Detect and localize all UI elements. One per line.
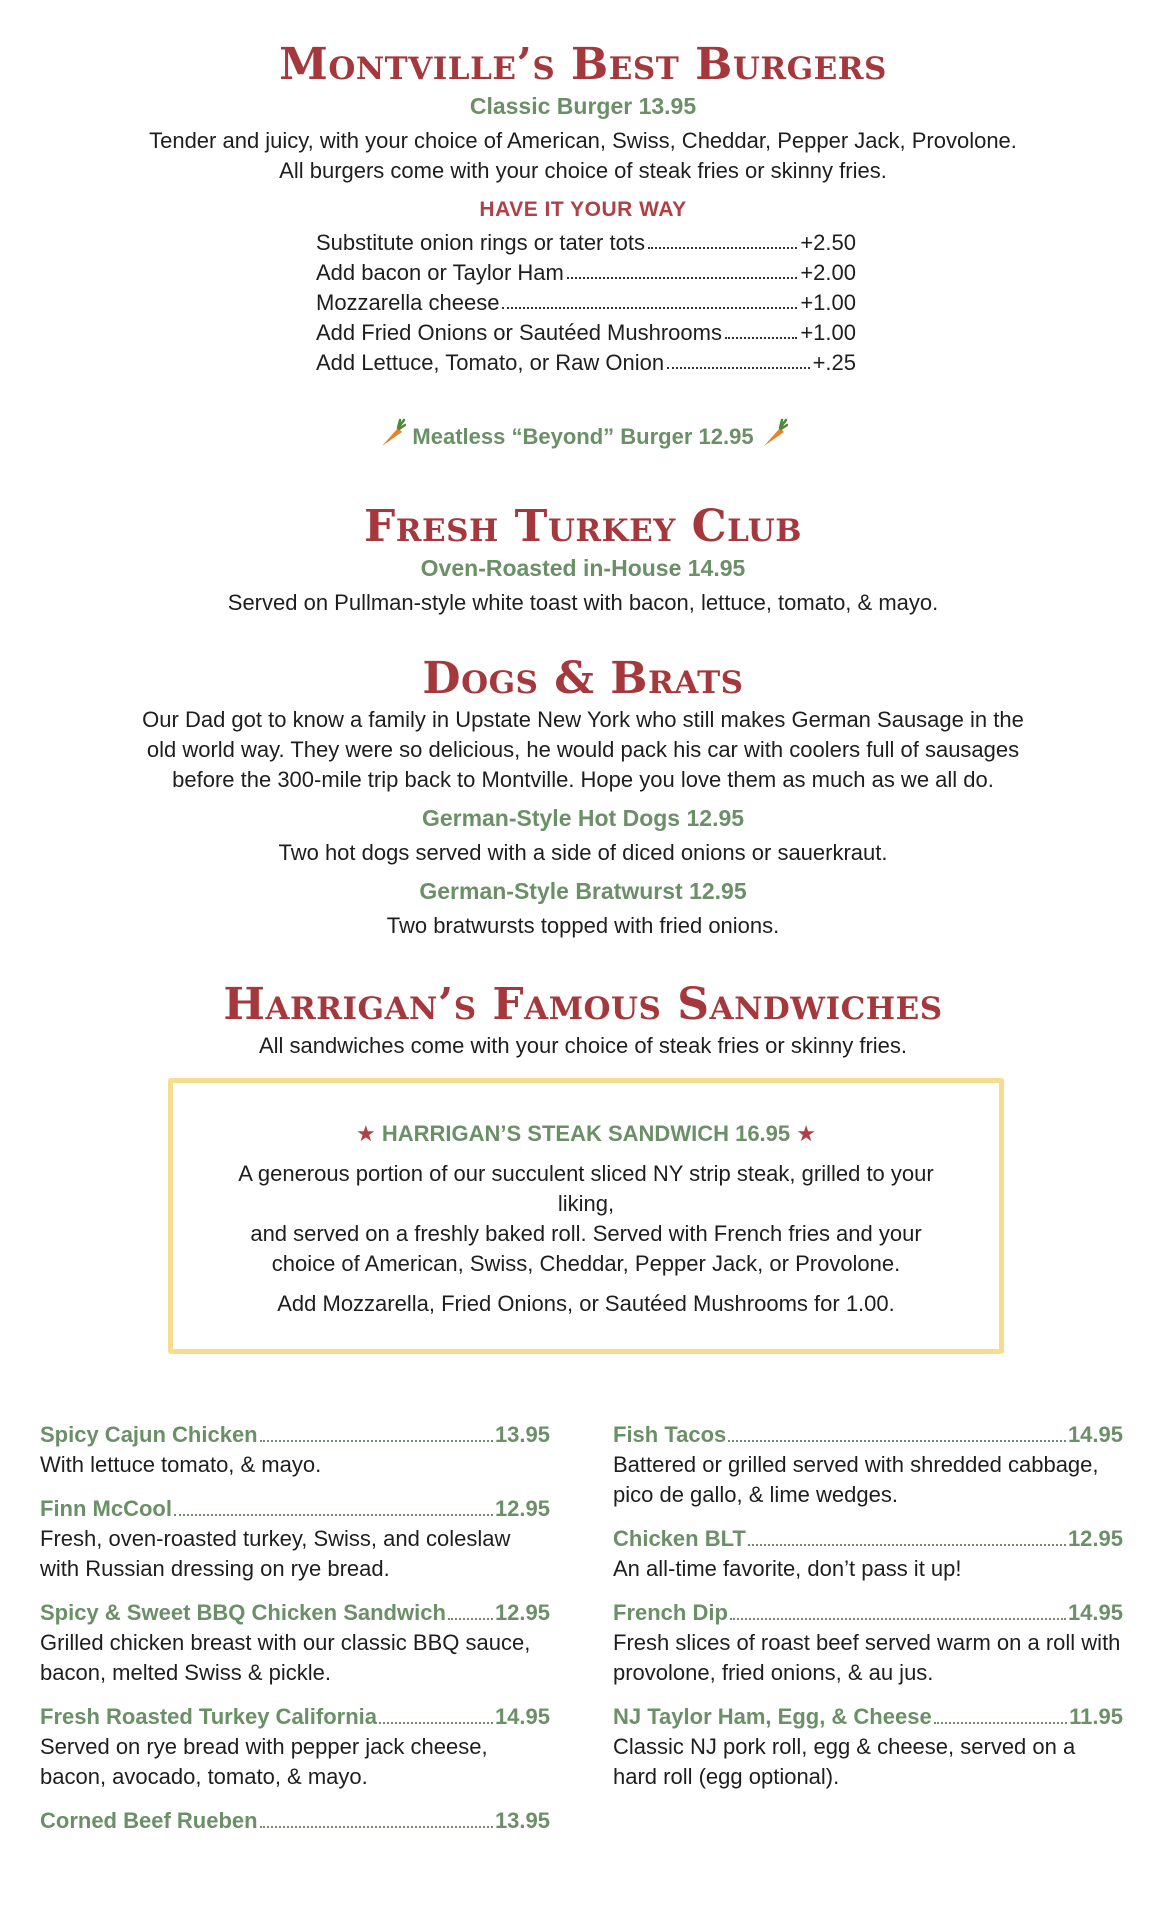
addon-label: Add Fried Onions or Sautéed Mushrooms bbox=[316, 320, 722, 345]
addon-row bbox=[316, 258, 856, 288]
turkey-club-title: Fresh Turkey Club bbox=[363, 501, 803, 552]
dogs-title: Dogs & Brats bbox=[422, 653, 744, 704]
sandwiches-title: Harrigan’s Famous Sandwiches bbox=[223, 979, 943, 1030]
item-name: Fresh Roasted Turkey California bbox=[40, 1704, 378, 1729]
list-item bbox=[40, 1494, 550, 1584]
item-name: Spicy & Sweet BBQ Chicken Sandwich bbox=[40, 1600, 446, 1625]
item-desc: An all-time favorite, don’t pass it up! bbox=[613, 1556, 962, 1581]
item-name: Chicken BLT bbox=[613, 1526, 746, 1551]
list-item bbox=[613, 1524, 1123, 1584]
item-desc: Battered or grilled served with shredded cabbage, pico de gallo, & lime wedges. bbox=[613, 1452, 1099, 1507]
addon-list bbox=[316, 228, 856, 378]
item-desc: Grilled chicken breast with our classic BBQ sauce, bacon, melted Swiss & pickle. bbox=[40, 1630, 531, 1685]
item-price: 14.95 bbox=[494, 1704, 550, 1729]
burgers-desc-1: Tender and juicy, with your choice of American, Swiss, Cheddar, Pepper Jack, Provolone. bbox=[149, 127, 1017, 153]
star-icon: ★ bbox=[356, 1121, 376, 1146]
list-item bbox=[40, 1806, 550, 1836]
sandwiches-note: All sandwiches come with your choice of steak fries or skinny fries. bbox=[258, 1032, 908, 1058]
star-icon: ★ bbox=[796, 1121, 816, 1146]
addon-price: +2.50 bbox=[800, 230, 856, 255]
item-price: 14.95 bbox=[1067, 1600, 1123, 1625]
meatless-burger-line bbox=[0, 418, 1166, 454]
dogs-story-1: Our Dad got to know a family in Upstate New York who still makes German Sausage in the bbox=[142, 706, 1024, 732]
burgers-section bbox=[0, 40, 1166, 222]
dogs-story-2: old world way. They were so delicious, he would pack his car with coolers full of sausages bbox=[146, 736, 1020, 762]
addon-price: +1.00 bbox=[800, 320, 856, 345]
addon-label: Mozzarella cheese bbox=[316, 290, 500, 315]
item-price: 13.95 bbox=[494, 1808, 550, 1833]
steak-desc-1: A generous portion of our succulent sliced NY strip steak, grilled to your bbox=[238, 1161, 934, 1186]
item-name: Fish Tacos bbox=[613, 1422, 727, 1447]
burgers-desc-2: All burgers come with your choice of steak fries or skinny fries. bbox=[279, 157, 887, 183]
addon-row bbox=[316, 288, 856, 318]
hotdogs-heading: German-Style Hot Dogs 12.95 bbox=[421, 804, 745, 831]
steak-desc-2: liking, bbox=[557, 1191, 615, 1216]
steak-sandwich-box bbox=[168, 1078, 1004, 1354]
item-price: 11.95 bbox=[1069, 1704, 1123, 1729]
addon-price: +2.00 bbox=[800, 260, 856, 285]
steak-addon: Add Mozzarella, Fried Onions, or Sautéed Mushrooms for 1.00. bbox=[277, 1291, 895, 1316]
dogs-story-3: before the 300-mile trip back to Montville. Hope you love them as much as we all do. bbox=[172, 766, 994, 792]
item-price: 12.95 bbox=[494, 1600, 550, 1625]
item-desc: Classic NJ pork roll, egg & cheese, served on a hard roll (egg optional). bbox=[613, 1734, 1076, 1789]
list-item bbox=[40, 1420, 550, 1480]
addon-label: Add bacon or Taylor Ham bbox=[316, 260, 564, 285]
list-item bbox=[613, 1420, 1123, 1510]
bratwurst-desc: Two bratwursts topped with fried onions. bbox=[386, 912, 780, 938]
item-desc: Served on rye bread with pepper jack cheese, bacon, avocado, tomato, & mayo. bbox=[40, 1734, 488, 1789]
meatless-burger-heading: Meatless “Beyond” Burger 12.95 bbox=[412, 424, 754, 449]
item-desc: Fresh slices of roast beef served warm on a roll with provolone, fried onions, & au jus. bbox=[613, 1630, 1121, 1685]
item-price: 13.95 bbox=[494, 1422, 550, 1447]
dogs-section bbox=[0, 654, 1166, 941]
addon-row bbox=[316, 348, 856, 378]
steak-desc-3: and served on a freshly baked roll. Served with French fries and your bbox=[250, 1221, 922, 1246]
classic-burger-heading: Classic Burger 13.95 bbox=[469, 92, 697, 119]
item-price: 14.95 bbox=[1067, 1422, 1123, 1447]
have-it-your-way-heading: HAVE IT YOUR WAY bbox=[479, 197, 687, 221]
turkey-club-desc: Served on Pullman-style white toast with bacon, lettuce, tomato, & mayo. bbox=[227, 589, 939, 615]
item-desc: With lettuce tomato, & mayo. bbox=[40, 1452, 322, 1477]
carrot-icon bbox=[760, 418, 788, 454]
item-name: Spicy Cajun Chicken bbox=[40, 1422, 258, 1447]
item-desc: Fresh, oven-roasted turkey, Swiss, and coleslaw with Russian dressing on rye bread. bbox=[40, 1526, 511, 1581]
steak-sandwich-title: HARRIGAN’S STEAK SANDWICH 16.95 bbox=[381, 1121, 791, 1146]
turkey-club-section bbox=[0, 502, 1166, 618]
addon-row bbox=[316, 228, 856, 258]
carrot-icon bbox=[378, 418, 406, 454]
list-item bbox=[40, 1598, 550, 1688]
addon-price: +1.00 bbox=[800, 290, 856, 315]
item-name: Corned Beef Rueben bbox=[40, 1808, 258, 1833]
list-item bbox=[40, 1702, 550, 1792]
list-item bbox=[613, 1598, 1123, 1688]
sandwiches-section bbox=[0, 980, 1166, 1061]
addon-label: Substitute onion rings or tater tots bbox=[316, 230, 645, 255]
steak-desc-4: choice of American, Swiss, Cheddar, Pepper Jack, or Provolone. bbox=[271, 1251, 901, 1276]
steak-sandwich-heading-row bbox=[173, 1121, 999, 1147]
item-price: 12.95 bbox=[494, 1496, 550, 1521]
addon-price: +.25 bbox=[812, 350, 856, 375]
list-item bbox=[613, 1702, 1123, 1792]
turkey-club-sub: Oven-Roasted in-House 14.95 bbox=[420, 554, 746, 581]
item-name: NJ Taylor Ham, Egg, & Cheese bbox=[613, 1704, 932, 1729]
addon-label: Add Lettuce, Tomato, or Raw Onion bbox=[316, 350, 665, 375]
bratwurst-heading: German-Style Bratwurst 12.95 bbox=[419, 877, 747, 904]
item-name: French Dip bbox=[613, 1600, 728, 1625]
sandwich-list-right bbox=[613, 1420, 1123, 1806]
item-price: 12.95 bbox=[1067, 1526, 1123, 1551]
hotdogs-desc: Two hot dogs served with a side of diced onions or sauerkraut. bbox=[278, 839, 888, 865]
addon-row bbox=[316, 318, 856, 348]
item-name: Finn McCool bbox=[40, 1496, 172, 1521]
burgers-title: Montville’s Best Burgers bbox=[279, 39, 887, 90]
sandwich-list-left bbox=[40, 1420, 550, 1850]
